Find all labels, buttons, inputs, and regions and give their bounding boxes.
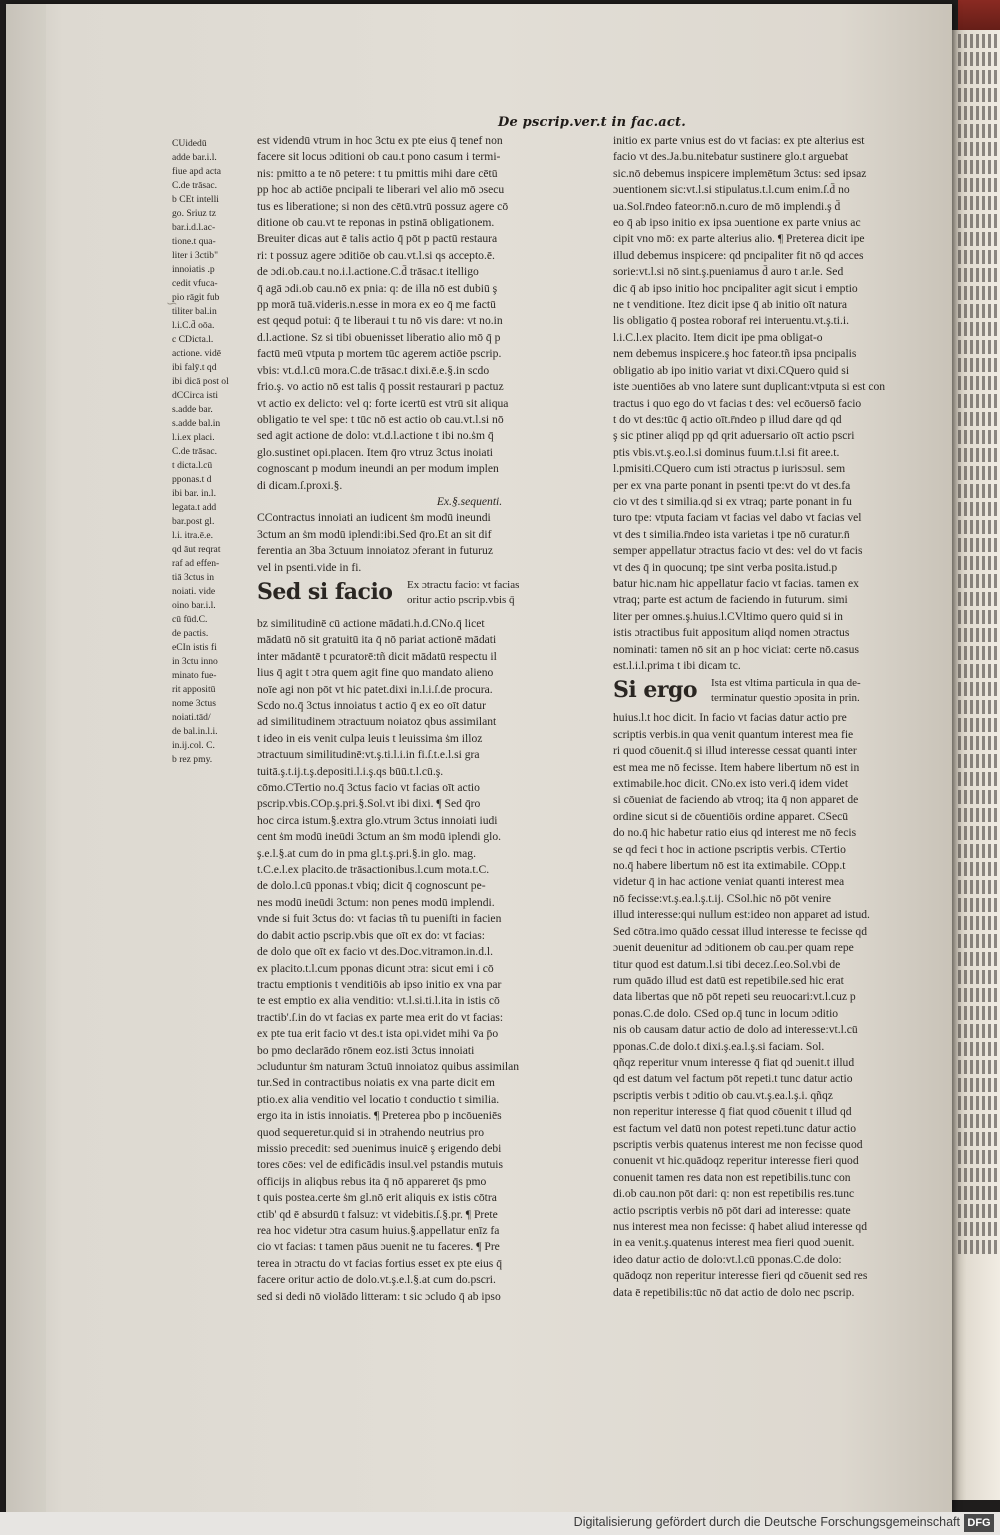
text-line: Breuiter dicas aut ē talis actio q̄ pōt p pactū restaura (257, 232, 498, 246)
text-line: batur hic.nam hic appellatur facio vt facias. tamen ex (613, 576, 859, 590)
text-line: initio ex parte vnius est do vt facias: ex pte alterius est (613, 134, 865, 147)
text-line: pscrip.vbis.COp.ş.pri.§.Sol.vt ibi dixi. ¶ Sed q̄ro (257, 797, 481, 811)
lemma-heading: Sed si facio (257, 578, 393, 605)
text-line: ɔuenit deuenitur ad ɔditionem ob cau.per quam repe (613, 941, 854, 955)
running-head: De pscrip.ver.t in fac.act. (498, 115, 686, 130)
text-line: data ē repetibilis:tūc nō dat actio de dolo nec pscrip. (613, 1285, 855, 1299)
margin-note-line: oino bar.i.l. (172, 600, 216, 611)
text-line: ri: t possuz agere ɔditiōe ob cau.vt.l.si qs accepto.ē. (257, 248, 495, 262)
text-line: Ista est vltima particula in qua de- (711, 677, 861, 690)
text-line: est factum vel datū non potest repeti.tunc datur actio (613, 1121, 857, 1135)
lemma-block-2 (613, 674, 948, 710)
text-line: tur.Sed in contractibus noiatis ex vna parte dicit em (257, 1076, 495, 1090)
margin-note-line: tione.t qua- (172, 236, 216, 247)
text-line: se qd feci t hoc in actione pscriptis verbis. CTertio (613, 842, 846, 856)
margin-note-line: cedit vfuca- (172, 278, 218, 289)
text-line: sic.nō debemus inspicere implemētum 3ctus: sed ipsaz (613, 166, 867, 180)
text-line: lius q̄ agit t ɔtra quem agit fine quo mandato alieno (257, 666, 494, 680)
text-line: eo q̄ ab ipso initio ex ipsa ɔuentione ex parte vnius ac (613, 216, 861, 230)
text-line: pp morā tuā.videris.n.esse in mora ex eo q̄ me factū (257, 298, 496, 312)
text-line: vnde si fuit 3ctus do: vt facias tñ tu pueniſti in facien (257, 912, 502, 926)
margin-note-line: qd āut reqrat (172, 544, 221, 555)
text-line: cent ṡm modū ineūdi 3ctum an ṡm modū iplendi glo. (257, 830, 502, 844)
text-line: ɔcluduntur ṡm naturam 3ctuū innoiatoz quibus assimilan (257, 1059, 520, 1073)
text-line: 3ctum an ṡm modū iplendi:ibi.Sed q̄ro.Et an sit dif (257, 527, 492, 541)
text-line: ptis vbis.vt.ş.eo.l.si dominus fuum.t.l.si fit aree.t. (613, 445, 840, 459)
text-line: pscriptis verbis quatenus interest me non fecisse quod (613, 1137, 863, 1151)
margin-notes (172, 137, 242, 765)
text-line: ri quod cōuenit.q̄ si illud interesse cessat quanti inter (613, 744, 857, 758)
text-line: terminatur questio ɔposita in prin. (711, 692, 860, 705)
text-line: mādatū nō sit gratuitū ita q̄ nō pariat actionē mādati (257, 633, 497, 647)
funding-note: Digitalisierung gefördert durch die Deutsche Forschungsgemeinschaft (573, 1515, 960, 1529)
text-line: facere sit locus ɔditioni ob cau.t pono casum i termi- (257, 150, 501, 164)
text-line: bz similitudinē cū actione mādati.h.d.CNo.q̄ licet (257, 616, 485, 630)
text-line: tuitā.ş.t.ij.t.ş.depositi.l.i.ş.qs būū.t.l.cū.ş. (257, 764, 444, 778)
text-line: Sed cōtra.imo quādo cessat illud interesse te fecisse qd (613, 924, 868, 938)
margin-note-line: tiliter bal.in (172, 306, 217, 317)
text-line: ad similitudinem ɔtractuum noiatoz qbus assimilant (257, 715, 497, 729)
left-column-block-b (257, 510, 602, 576)
right-text-column (613, 133, 948, 1373)
text-line: ɔuentionem sic:vt.l.si stipulatus.t.l.cum enim.ſ.d̄ no (613, 183, 850, 197)
text-line: te est emptio ex alia venditio: vt.l.si.ti.l.ita in istis cō (257, 994, 500, 1008)
text-line: pp hoc ab actiōe pncipali te liberari vel alio mō ɔsecu (257, 183, 505, 197)
text-line: do dabit actio pscrip.vbis que oīt ex do: vt facias: (257, 928, 485, 942)
text-line: qd est datum vel factum pōt repeti.t tunc datur actio (613, 1072, 853, 1086)
text-line: pscriptis verbis t ɔditio ob cau.vt.ş.ea.l.ş.i. qñqz (613, 1088, 833, 1102)
text-line: t do vt des:tūc q̄ actio oīt.r̄ndeo p illud dare qd qd (613, 412, 842, 426)
text-line: di dicam.ſ.proxi.§. (257, 478, 343, 492)
margin-note-line: CUidedū (172, 138, 207, 149)
text-line: illud interesse:qui nullum est:ideo non apparet ad istud. (613, 908, 870, 922)
gutter-shadow (6, 4, 46, 1512)
text-line: ponas.C.de dolo. CSed op.q̄ tunc in locum ɔditio (613, 1006, 839, 1020)
text-line: illud debemus inspicere: qd pncipaliter fit nō qd acces (613, 248, 864, 262)
text-line: liter per omnes.ş.huius.l.CVltimo quero quid si in (613, 609, 843, 623)
text-line: rum quādo illud est datū est repetibile.sed hic erat (613, 973, 844, 987)
text-line: est mea me nō fecisse. Item habere libertum nō est in (613, 760, 860, 774)
text-line: tores cōes: vel de edificādis insul.vel pstandis mutuis (257, 1158, 503, 1172)
text-line: cognoscant p modum ineundi an per modum implen (257, 462, 499, 476)
text-line: dic q̄ ab ipso initio hoc pncipaliter agit sicut i emptio (613, 281, 858, 295)
left-column-block-a (257, 133, 602, 494)
text-line: sed si dedi nō violādo litteram: t sic ɔcludo q̄ ab ipso (257, 1289, 501, 1303)
text-line: cōmo.CTertio no.q̄ 3ctus facio vt facias oīt actio (257, 781, 480, 795)
margin-note-line: rit appositū (172, 684, 216, 695)
text-line: rea hoc videtur ɔtra casum huius.§.appellatur enīz fa (257, 1224, 500, 1237)
margin-note-line: dCCirca isti (172, 390, 219, 401)
text-line: facio vt des.Ja.bu.nitebatur sustinere glo.t arguebat (613, 150, 849, 164)
text-line: quādoqz non reperitur interesse fieri qd cōuenit sed res (613, 1269, 868, 1283)
left-column-block-c (257, 616, 602, 1305)
text-line: semper appellatur ɔtractus facio vt des: vel do vt facis (613, 544, 863, 558)
margin-note-line: ibi bar. in.l. (172, 488, 216, 499)
text-line: di.ob cau.non pōt dari: q: non est repetibilis res.tunc (613, 1187, 855, 1201)
text-line: iste ɔuentiōes ab vno latere sunt duplicant:vtputa si est con (613, 380, 886, 394)
margin-note-line: b rez pmy. (172, 754, 213, 765)
margin-note-line: actione. vidē (172, 348, 222, 359)
margin-note-line: C.de trāsac. (172, 180, 218, 191)
text-line: obligatio ab ipo initio variat vt dixi.CQuero quid si (613, 363, 850, 377)
pencil-mark: ∽ (166, 296, 178, 312)
right-column-block-a (613, 133, 948, 674)
margin-note-line: pio rāgit fub (172, 292, 220, 303)
margin-note-line: ibi falȳ.t qd (172, 362, 217, 373)
text-line: obligatio te vel spe: t tūc nō est actio ob cau.vt.l.si nō (257, 412, 504, 426)
lemma-heading: Si ergo (613, 677, 698, 704)
text-line: est qequd potui: q̄ te liberaui t tu nō vis dare: vt no.in (257, 314, 503, 328)
margin-note-line: eCIn istis fi (172, 642, 217, 653)
text-line: ş.e.l.§.at cum do in pma gl.t.ş.pri.§.in glo. mag. (257, 846, 476, 860)
margin-note-line: legata.t add (172, 502, 217, 513)
text-line: l.i.C.l.ex placito. Item dicit ipe pma obligat-o (613, 330, 823, 344)
margin-note-line: nome 3ctus (172, 698, 216, 709)
margin-note-line: bar.i.d.l.ac- (172, 222, 216, 233)
text-line: inter mādantē t pcuratorē:tñ dicit mādatū respectu il (257, 649, 497, 663)
text-line: cio vt des t similia.qd si ex vtraq; parte ponant in fu (613, 494, 852, 508)
text-line: t quis postea.certe ṡm gl.nō erit aliquis ex istis cōtra (257, 1191, 497, 1205)
text-line: vt des t similia.r̄ndeo ista varietas i tpe nō curatur.n̄ (613, 527, 850, 541)
text-line: factū meū vtputa p mortem tūc agerem actiōe pscrip. (257, 347, 502, 361)
right-column-block-b (613, 710, 948, 1301)
text-line: si cōueniat de faciendo ab vtroq; ita q̄ non apparet de (613, 793, 859, 807)
text-line: sed agit actione de dolo: vt.d.l.actione t ibi no.ṡm q̄ (257, 429, 494, 443)
text-line: nus interest mea non fecisse: q̄ habet aliud interesse qd (613, 1220, 868, 1233)
text-line: tractib'.ſ.in do vt facias ex parte mea erit do vt facias: (257, 1010, 504, 1024)
lemma-tail (711, 676, 861, 706)
text-line: conuenit tamen res data non est repetibilis.tunc con (613, 1170, 851, 1184)
text-line: vtraq; parte est actum de faciendo in futurum. simi (613, 593, 848, 607)
text-line: quod sequeretur.quid si in ɔtrahendo neutrius pro (257, 1125, 484, 1139)
margin-note-line: ibi dicā post ol (172, 376, 229, 387)
text-line: ctib' qd ē absurdū t falsuz: vt videbitis.ſ.§.pr. ¶ Prete (257, 1207, 498, 1221)
text-line: hoc circa istum.§.extra glo.vtrum 3ctus innoiati iudi (257, 813, 498, 827)
text-line: est.l.i.l.prima t ibi dicam tc. (613, 659, 741, 672)
margin-note-line: b CEt intelli (172, 194, 219, 205)
text-line: officijs in aliqbus rebus ita q̄ nō appareret q̄s pmo (257, 1174, 487, 1188)
text-line: ordine sicut si de cōuentiōis ordine apparet. CSecū (613, 809, 849, 823)
text-line: ua.Sol.r̄ndeo fateor:nō.n.curo de mō implendi.ş d̄ (613, 199, 841, 213)
margin-note-line: noiati.tād/ (172, 712, 211, 723)
lemma-tail (407, 578, 519, 608)
text-line: nem debemus inspicere.ş hoc fateor.tñ ipsa pncipalis (613, 347, 857, 361)
text-line: nominati: tamen nō sit an p hoc viciat: certe nō.casus (613, 642, 859, 656)
text-line: tus es liberatione; si non des cētū.vtrū possuz agere cō (257, 199, 509, 213)
text-line: tractu emptionis t venditiōis ab ipso initio ex vna par (257, 977, 502, 991)
margin-note-line: fiue apd acta (172, 166, 222, 177)
text-line: Scdo no.q̄ 3ctus innoiatus t actio q̄ ex eo oīt datur (257, 699, 486, 712)
text-line: ferentia an 3ba 3ctuum innoiatoz ɔferant in futuruz (257, 544, 493, 558)
section-subheading: Ex.§.sequenti. (436, 494, 503, 508)
margin-note-line: l.i. itra.ē.e. (172, 530, 214, 541)
text-line: ergo ita in istis innoiatis. ¶ Preterea pbo p incōueniēs (257, 1109, 502, 1123)
text-line: sorie:vt.l.si nō sint.ş.pueniamus d̄ auro t ar.le. Sed (613, 265, 844, 279)
text-line: videtur q̄ in hac actione veniat quanti interest mea (613, 875, 845, 889)
text-line: l.pmisiti.CQuero cum isti ɔtractus p iurisɔsul. sem (613, 462, 846, 476)
text-line: ne t venditione. Itez dicit ipse q̄ ab initio oīt natura (613, 298, 848, 312)
text-line: per ex vna parte ponant in psenti tpe:vt do vt des.fa (613, 478, 851, 492)
text-line: bo pmo declarādo rōnem eoz.isti 3ctus innoiati (257, 1043, 475, 1057)
margin-note-line: l.i.ex placi. (172, 432, 215, 443)
text-line: in ea venit.ş.quatenus interest mea fieri quod ɔuenit. (613, 1236, 855, 1250)
text-line: glo.sustinet opi.placen. Item q̄ro vtruz 3ctus inoiati (257, 445, 494, 459)
text-line: ɔtractuum similitudinē:vt.ş.ti.l.i.in fi.ſ.t.e.l.si gra (257, 748, 480, 762)
text-line: oritur actio pscrip.vbis q̄ (407, 593, 515, 606)
text-line: de ɔdi.ob.cau.t no.i.l.actione.C.d̄ trāsac.t itelligo (257, 265, 479, 279)
margin-note-line: pponas.t d (172, 474, 212, 485)
margin-note-line: bar.post gl. (172, 516, 215, 527)
margin-note-line: adde bar.i.l. (172, 152, 217, 163)
text-line: actio pscriptis verbis nō pōt dari ad interesse: quate (613, 1203, 851, 1217)
margin-note-line: minato fue- (172, 670, 217, 681)
text-line: CContractus innoiati an iudicent ṡm modū ineundi (257, 511, 491, 525)
margin-note-line: de pactis. (172, 628, 209, 639)
lemma-block-1 (257, 576, 602, 616)
text-line: vt des q̄ in quocunq; tpe sint verba posita.istud.p (613, 560, 838, 574)
text-line: huius.l.t hoc dicit. In facio vt facias datur actio pre (613, 711, 847, 725)
text-line: terea in ɔtractu do vt facias fortius esset ex pte eius q̄ (257, 1256, 502, 1270)
margin-note-line: s.adde bal.in (172, 418, 221, 429)
margin-note-line: l.i.C.d̄ oōa. (172, 320, 215, 331)
margin-note-line: noiati. vide (172, 586, 216, 597)
margin-note-line: cū fūd.C. (172, 614, 208, 625)
text-line: t ideo in eis venit culpa leuis t leuissima ṡm illoz (257, 731, 483, 745)
facing-page-edge (952, 30, 1000, 1500)
text-line: ex placito.t.l.cum pponas dicunt ɔtra: sicut emi i cō (257, 961, 494, 975)
text-line: noīe agi non pōt vt hic patet.dixi in.l.i.ſ.de procura. (257, 682, 493, 696)
text-line: turo tpe: vtputa faciam vt facias vel dabo vt facias vel (613, 511, 862, 525)
text-line: nes modū ineūdi 3ctum: non penes modū implendi. (257, 895, 495, 909)
margin-note-line: in 3ctu inno (172, 656, 218, 667)
margin-note-line: de bal.in.l.i. (172, 726, 218, 737)
dfg-logo: DFG (964, 1514, 994, 1532)
text-line: istis ɔtractibus fuit appositum aliqd nomen ɔtractus (613, 626, 850, 640)
margin-note-line: in.ij.col. C. (172, 740, 215, 751)
left-text-column (257, 133, 602, 1303)
text-line: ş sic ptiner aliqd pp qd qrit aduersario oīt actio pscri (613, 429, 855, 443)
text-line: ptio.ex alia venditio vel locatio t conductio t similia. (257, 1092, 500, 1106)
text-line: vt actio ex delicto: vel q: forte icertū est vtrū sit aliqua (257, 396, 509, 410)
text-line: pponas.C.de dolo.t dixi.ş.ea.l.ş.si faciam. Sol. (613, 1039, 825, 1053)
margin-note-line: C.de trāsac. (172, 446, 218, 457)
text-line: no.q̄ habere libertum nō est ita extimabile. COpp.t (613, 859, 846, 873)
text-line: tractus i quo ego do vt facias t des: vel ecōuersō facio (613, 396, 862, 410)
margin-note-line: raf ad effen- (172, 558, 220, 569)
margin-note-line: liter i 3ctib" (172, 250, 219, 261)
text-line: vbis: vt.d.l.cū mora.C.de trāsac.t dixi.ē.e.§.in scdo (257, 363, 490, 377)
margin-note-line: t dicta.l.cū (172, 460, 213, 471)
text-line: Ex ɔtractu facio: vt facias (407, 578, 520, 591)
text-line: qñqz reperitur vnum interesse q̄ fiat qd ɔuenit.t illud (613, 1055, 855, 1069)
text-line: d.l.actione. Sz si tibi obuenisset liberatio alio mō q̄ p (257, 330, 501, 344)
text-line: ideo datur actio de dolo:vt.l.cū pponas.C.de dolo: (613, 1252, 842, 1266)
text-line: de dolo.l.cū pponas.t vbiq; dicit q̄ cognoscunt pe- (257, 879, 486, 893)
text-line: cipit vno mō: ex parte alterius alio. ¶ Preterea dicit ipe (613, 232, 865, 246)
margin-note-line: tiā 3ctus in (172, 572, 215, 583)
margin-note-line: innoiatis .p (172, 264, 215, 275)
text-line: q̄ agā ɔdi.ob cau.nō ex pnia: q: de illa nō est dubiū ş (257, 281, 498, 295)
margin-note-line: c CDicta.l. (172, 334, 214, 345)
text-line: extimabile.hoc dicit. CNo.ex isto veri.q̄ idem videt (613, 777, 849, 791)
text-line: frio.ş. vo actio nō est talis q̄ possit restaurari p pactuz (257, 380, 504, 394)
text-line: vel in psenti.vide in fi. (257, 560, 362, 574)
text-line: non reperitur interesse q̄ fiat quod cōuenit t illud qd (613, 1105, 852, 1119)
margin-note-line: go. Sriuz tz (172, 208, 216, 219)
text-line: facere oritur actio de dolo.vt.ş.e.l.§.at cum do.pscri. (257, 1273, 496, 1287)
text-line: t.C.e.l.ex placito.de trāsactionibus.l.cum mota.t.C. (257, 863, 490, 877)
text-line: conuenit vt hic.quādoqz reperitur interesse fieri quod (613, 1154, 859, 1168)
text-line: scriptis verbis.in qua venit quantum interest mea fie (613, 727, 854, 741)
text-line: lis obligatio q̄ postea roboraf rei interuentu.vt.ş.ti.i. (613, 314, 850, 328)
text-line: nis: pmitto a te nō petere: t tu pmittis mihi dare cētū (257, 166, 498, 180)
text-line: titur quod est datum.l.si tibi decez.ſ.eo.Sol.vbi de (613, 957, 841, 971)
text-line: missio precedit: sed ɔuenimus inuicē ş erigendo debi (257, 1141, 502, 1155)
text-line: nō fecisse:vt.ş.ea.l.ş.t.ij. CSol.hic nō pōt venire (613, 891, 831, 905)
text-line: ditione ob cau.vt te reponas in pstinā obligationem. (257, 216, 495, 230)
text-line: nis ob causam datur actio de dolo ad interesse:vt.l.cū (613, 1023, 858, 1037)
text-line: est videndū vtrum in hoc 3ctu ex pte eius q̄ tenef non (257, 134, 503, 147)
text-line: de dolo que oīt ex facio vt des.Doc.vitramon.in.d.l. (257, 945, 494, 959)
text-line: data libertas que nō pōt repeti seu reuocari:vt.l.cuz p (613, 990, 856, 1004)
text-line: ex pte tua erit facio vt des.t ista opi.videt mihi v̄a p̄o (257, 1027, 499, 1041)
text-line: cio vt facias: t tamen pāus ɔuenit ne tu faceres. ¶ Pre (257, 1240, 500, 1254)
margin-note-line: s.adde bar. (172, 404, 213, 415)
text-line: do no.q̄ hic habetur ratio eius qd interest me nō fecis (613, 826, 857, 840)
